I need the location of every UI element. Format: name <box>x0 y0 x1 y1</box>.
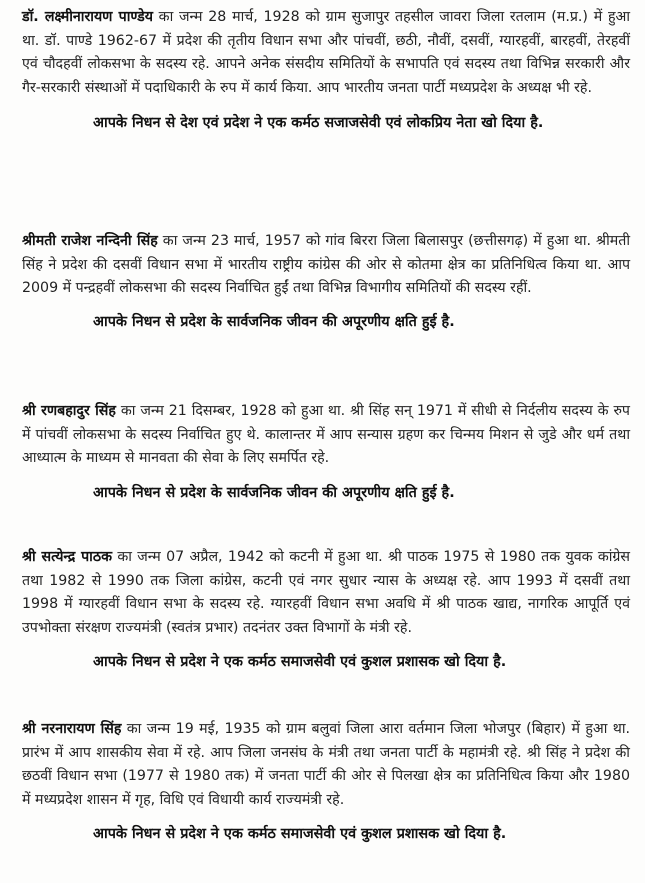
person-name: श्रीमती राजेश नन्दिनी सिंह <box>22 233 158 249</box>
obituary-entry <box>22 718 630 847</box>
biography-text: का जन्म 28 मार्च, 1928 को ग्राम सुजापुर तहसील जावरा जिला रतलाम (म.प्र.) में हुआ था. डॉ. पाण्डे 1962-67 में प्रदेश की तृतीय विधान सभा और पांचवीं, छठी, नौवीं, दसवीं, ग्यारहवीं, बारहवीं, तेरहवीं एवं चौदहवीं लोकसभा के सदस्य रहे. आपने अनेक संसदीय समितियों के सभापति एवं सदस्य तथा विभिन्न सरकारी और गैर-सरकारी संस्थाओं में पदाधिकारी के रुप में कार्य किया. आप भारतीय जनता पार्टी मध्यप्रदेश के अध्यक्ष भी रहे. <box>22 9 630 96</box>
biography-text: का जन्म 21 दिसम्बर, 1928 को हुआ था. श्री सिंह सन् 1971 में सीधी से निर्दलीय सदस्य के रुप में पांचवीं लोकसभा के सदस्य निर्वाचित हुए थे. कालान्तर में आप सन्यास ग्रहण कर चिन्मय मिशन से जुडे और धर्म तथा आध्यात्म के माध्यम से मानवता की सेवा के लिए समर्पित रहे. <box>22 403 630 467</box>
biography-text: का जन्म 07 अप्रैल, 1942 को कटनी में हुआ था. श्री पाठक 1975 से 1980 तक युवक कांग्रेस तथा 1982 से 1990 तक जिला कांग्रेस, कटनी एवं नगर सुधार न्यास के अध्यक्ष रहे. आप 1993 में दसवीं तथा 1998 में ग्यारहवीं विधान सभा के सदस्य रहे. ग्यारहवीं विधान सभा अवधि में श्री पाठक खाद्य, नागरिक आपूर्ति एवं उपभोक्ता संरक्षण राज्यमंत्री (स्वतंत्र प्रभार) तदनंतर उक्त विभागों के मंत्री रहे. <box>22 549 630 636</box>
biography-paragraph <box>22 6 630 100</box>
condolence-line: आपके निधन से प्रदेश के सार्वजनिक जीवन की अपूरणीय क्षति हुई है. <box>93 484 455 501</box>
biography-paragraph <box>22 546 630 640</box>
obituary-entry <box>22 230 630 334</box>
obituary-entry <box>22 400 630 505</box>
person-name: श्री नरनारायण सिंह <box>22 721 122 737</box>
person-name: श्री सत्येन्द्र पाठक <box>22 549 112 565</box>
condolence-line: आपके निधन से देश एवं प्रदेश ने एक कर्मठ सजाजसेवी एवं लोकप्रिय नेता खो दिया है. <box>93 115 544 132</box>
obituary-entry <box>22 546 630 675</box>
condolence-line: आपके निधन से प्रदेश ने एक कर्मठ समाजसेवी एवं कुशल प्रशासक खो दिया है. <box>93 826 507 843</box>
person-name: श्री रणबहादुर सिंह <box>22 403 116 419</box>
biography-paragraph <box>22 400 630 471</box>
biography-text: का जन्म 19 मई, 1935 को ग्राम बलुवां जिला आरा वर्तमान जिला भोजपुर (बिहार) में हुआ था. प्रारंभ में आप शासकीय सेवा में रहे. आप जिला जनसंघ के मंत्री तथा जनता पार्टी के महामंत्री रहे. श्री सिंह ने प्रदेश की छठवीं विधान सभा (1977 से 1980 तक) में जनता पार्टी की ओर से पिलखा क्षेत्र का प्रतिनिधित्व किया और 1980 में मध्यप्रदेश शासन में गृह, विधि एवं विधायी कार्य राज्यमंत्री रहे. <box>22 721 631 808</box>
biography-paragraph <box>22 230 630 301</box>
person-name: डॉ. लक्ष्मीनारायण पाण्डेय <box>22 9 153 25</box>
biography-paragraph <box>22 718 630 812</box>
condolence-line: आपके निधन से प्रदेश के सार्वजनिक जीवन की अपूरणीय क्षति हुई है. <box>93 313 455 330</box>
biography-text: का जन्म 23 मार्च, 1957 को गांव बिररा जिला बिलासपुर (छत्तीसगढ़) में हुआ था. श्रीमती सिंह ने प्रदेश की दसवीं विधान सभा में भारतीय राष्ट्रीय कांग्रेस की ओर से कोतमा क्षेत्र का प्रतिनिधित्व किया था. आप 2009 में पन्द्रहवीं लोकसभा की सदस्य निर्वाचित हुईं तथा विभिन्न विभागीय समितियों की सदस्य रहीं. <box>22 233 630 297</box>
condolence-line: आपके निधन से प्रदेश ने एक कर्मठ समाजसेवी एवं कुशल प्रशासक खो दिया है. <box>93 654 507 671</box>
obituary-entry <box>22 6 630 136</box>
